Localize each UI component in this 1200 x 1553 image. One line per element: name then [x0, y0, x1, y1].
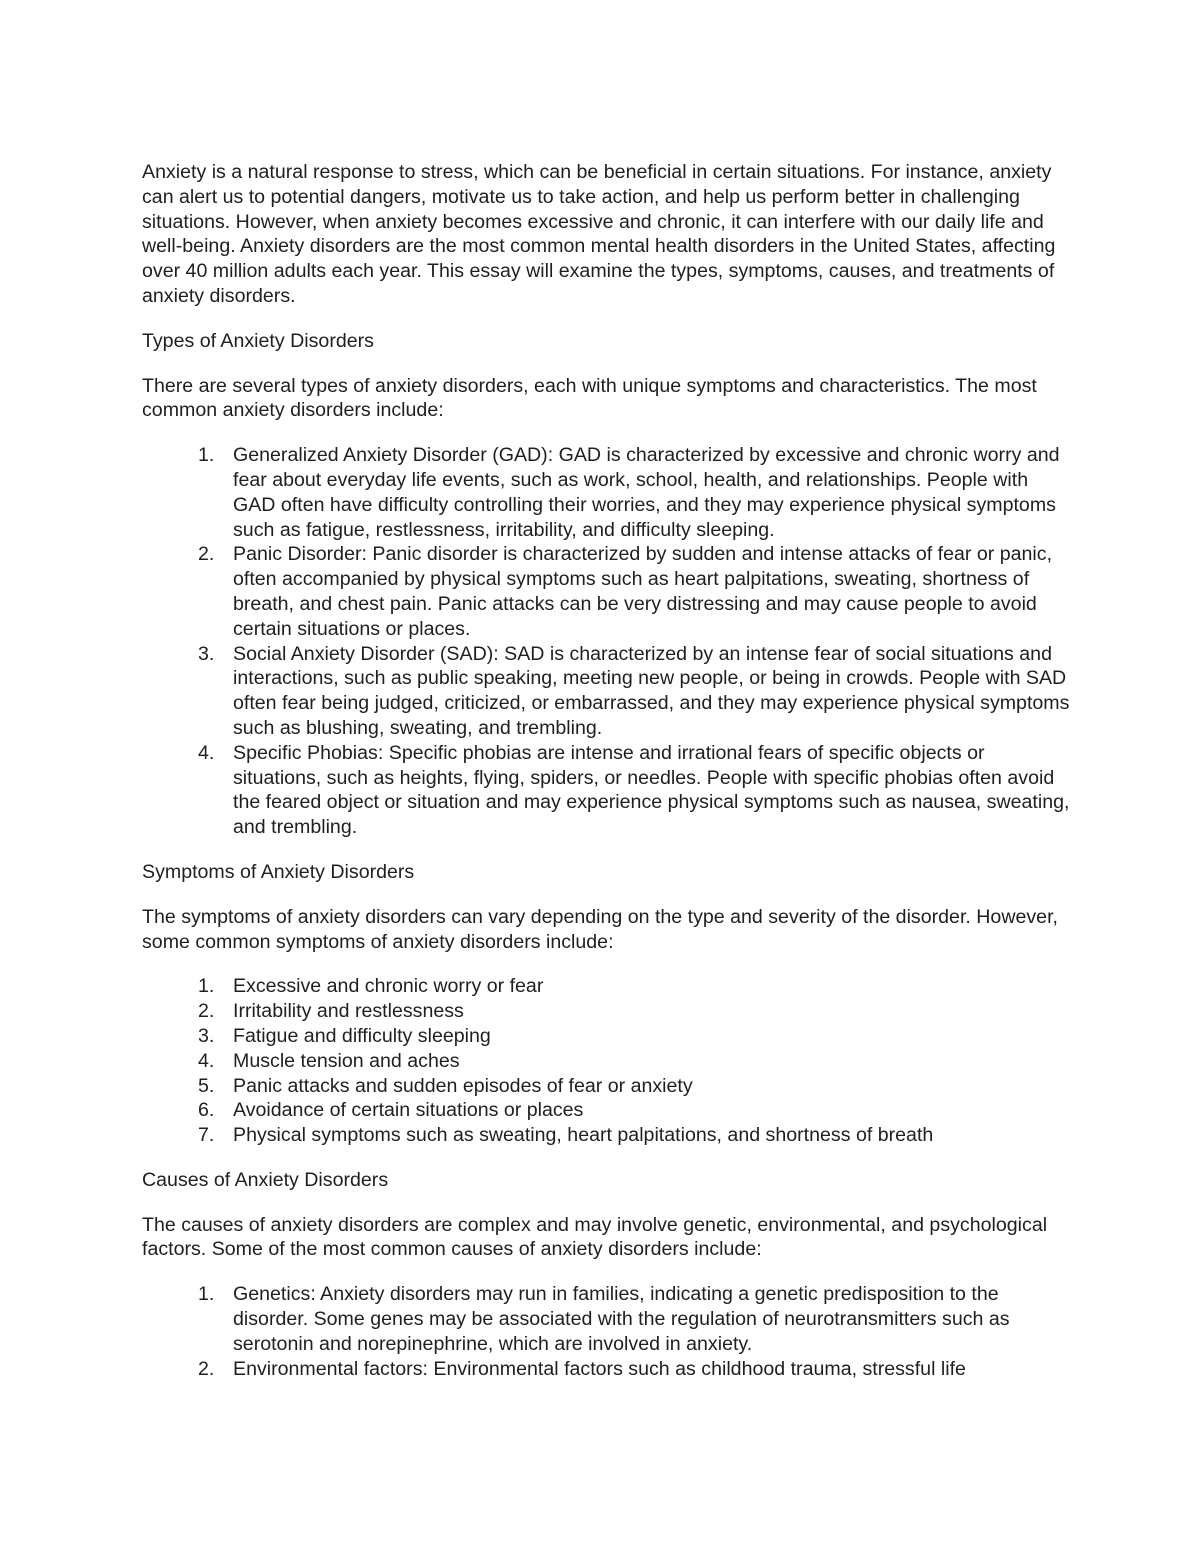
list-item — [142, 642, 1072, 741]
list-item-text: Physical symptoms such as sweating, heart palpitations, and shortness of breath — [233, 1124, 934, 1147]
document-page — [142, 160, 1072, 1381]
list-number: 6. — [198, 1099, 215, 1122]
list-item — [142, 1098, 1072, 1123]
list-item — [142, 1074, 1072, 1099]
types-list — [142, 443, 1072, 840]
list-number: 5. — [198, 1074, 215, 1097]
list-number: 3. — [198, 642, 215, 665]
list-item-text: Panic Disorder: Panic disorder is characterized by sudden and intense attacks of fear or panic, often accompanied by physical symptoms such as heart palpitations, sweating, shortness of breath, and chest pain. Panic attacks can be very distressing and may cause people to avoid certain situations or places. — [233, 543, 1053, 640]
causes-list — [142, 1282, 1072, 1381]
causes-intro-paragraph: The causes of anxiety disorders are complex and may involve genetic, environmental, and psychological factors. Some of the most common causes of anxiety disorders include: — [142, 1213, 1048, 1261]
list-item — [142, 1357, 1072, 1382]
list-item — [142, 741, 1072, 840]
causes-heading: Causes of Anxiety Disorders — [142, 1168, 389, 1191]
list-item — [142, 1024, 1072, 1049]
list-item — [142, 999, 1072, 1024]
list-item-text: Excessive and chronic worry or fear — [233, 975, 544, 998]
symptoms-heading: Symptoms of Anxiety Disorders — [142, 860, 415, 883]
list-number: 1. — [198, 444, 215, 467]
list-number: 1. — [198, 975, 215, 998]
list-number: 2. — [198, 1000, 215, 1023]
list-item-text: Irritability and restlessness — [233, 1000, 464, 1023]
list-number: 7. — [198, 1124, 215, 1147]
list-item-text: Specific Phobias: Specific phobias are intense and irrational fears of specific objects or situations, such as heights, flying, spiders, or needles. People with specific phobias often avoid the feared object or situation and may experience physical symptoms such as nausea, sweating, and trembling. — [233, 741, 1070, 839]
list-item — [142, 542, 1072, 641]
types-heading: Types of Anxiety Disorders — [142, 329, 374, 352]
symptoms-list — [142, 974, 1072, 1148]
list-number: 2. — [198, 543, 215, 566]
list-item-text: Environmental factors: Environmental factors such as childhood trauma, stressful life — [233, 1357, 966, 1380]
list-item — [142, 1123, 1072, 1148]
list-number: 4. — [198, 1049, 215, 1072]
list-item-text: Fatigue and difficulty sleeping — [233, 1024, 491, 1047]
list-item — [142, 443, 1072, 542]
list-number: 4. — [198, 741, 215, 764]
intro-paragraph: Anxiety is a natural response to stress, which can be beneficial in certain situations. For instance, anxiety can alert us to potential dangers, motivate us to take action, and help us perform better in challenging situations. However, when anxiety becomes excessive and chronic, it can interfere with our daily life and well-being. Anxiety disorders are the most common mental health disorders in the United States, affecting over 40 million adults each year. This essay will examine the types, symptoms, causes, and treatments of anxiety disorders. — [142, 161, 1056, 307]
list-item-text: Muscle tension and aches — [233, 1049, 460, 1072]
list-item-text: Avoidance of certain situations or places — [233, 1099, 584, 1122]
list-item-text: Panic attacks and sudden episodes of fear or anxiety — [233, 1074, 693, 1097]
list-number: 3. — [198, 1024, 215, 1047]
types-intro-paragraph: There are several types of anxiety disorders, each with unique symptoms and characteristics. The most common anxiety disorders include: — [142, 374, 1037, 422]
list-number: 2. — [198, 1357, 215, 1380]
list-item — [142, 1049, 1072, 1074]
list-item-text: Social Anxiety Disorder (SAD): SAD is characterized by an intense fear of social situations and interactions, such as public speaking, meeting new people, or being in crowds. People with SAD often fear being judged, criticized, or embarrassed, and they may experience physical symptoms such as blushing, sweating, and trembling. — [233, 642, 1070, 739]
list-item-text: Generalized Anxiety Disorder (GAD): GAD is characterized by excessive and chronic worry and fear about everyday life events, such as work, school, health, and relationships. People with GAD often have difficulty controlling their worries, and they may experience physical symptoms such as fatigue, restlessness, irritability, and difficulty sleeping. — [233, 444, 1060, 541]
list-item — [142, 1282, 1072, 1356]
list-number: 1. — [198, 1283, 215, 1306]
list-item-text: Genetics: Anxiety disorders may run in families, indicating a genetic predisposition to the disorder. Some genes may be associated with the regulation of neurotransmitters such as serotonin and norepinephrine, which are involved in anxiety. — [233, 1283, 1010, 1355]
list-item — [142, 974, 1072, 999]
symptoms-intro-paragraph: The symptoms of anxiety disorders can vary depending on the type and severity of the disorder. However, some common symptoms of anxiety disorders include: — [142, 905, 1058, 953]
